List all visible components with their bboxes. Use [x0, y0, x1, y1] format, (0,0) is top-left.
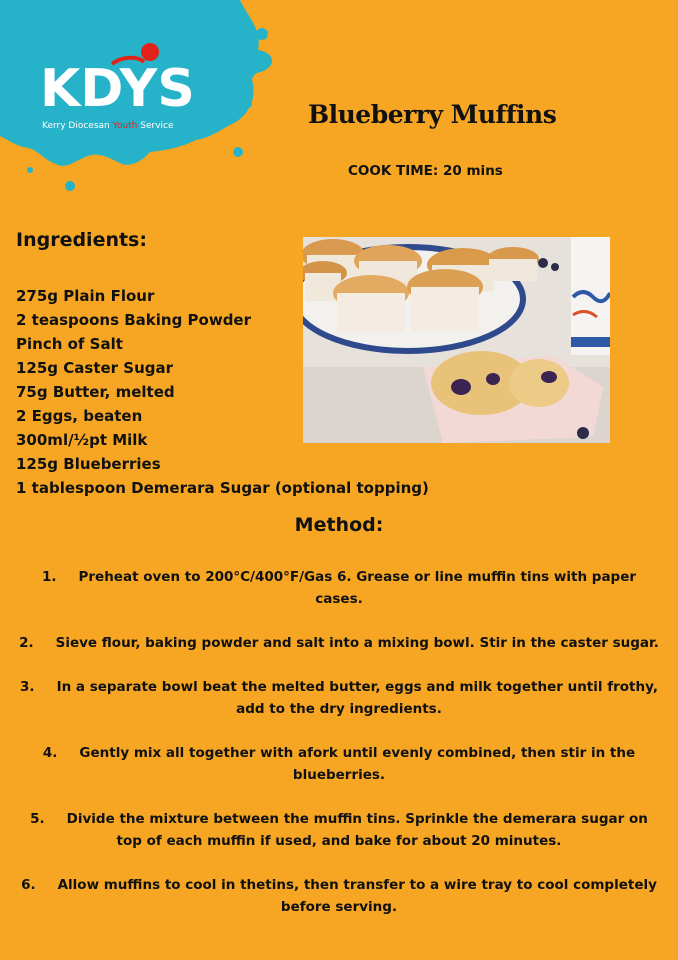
- step-number: 2.: [19, 635, 34, 651]
- step-text: In a separate bowl beat the melted butter, eggs and milk together until frothy, add to the dry ingredients.: [56, 679, 658, 717]
- step-text: Gently mix all together with afork until evenly combined, then stir in the blueberries.: [79, 745, 636, 783]
- logo-tagline-3: Service: [140, 121, 174, 131]
- method-step: [18, 808, 660, 852]
- logo-brand: KDYS: [40, 59, 195, 119]
- kdys-logo-icon: [40, 42, 210, 132]
- step-number: 3.: [20, 679, 35, 695]
- ingredient-item: 125g Blueberries: [16, 455, 161, 473]
- cook-time: COOK TIME: 20 mins: [348, 163, 503, 179]
- method-step: [18, 874, 660, 918]
- step-text: Preheat oven to 200°C/400°F/Gas 6. Grease or line muffin tins with paper cases.: [78, 569, 637, 607]
- ingredient-item: 1 tablespoon Demerara Sugar (optional topping): [16, 479, 429, 497]
- step-text: Divide the mixture between the muffin tins. Sprinkle the demerara sugar on top of each muffin if used, and bake for about 20 minutes.: [66, 811, 648, 849]
- method-step: [18, 676, 660, 720]
- ingredient-item: 275g Plain Flour: [16, 287, 155, 305]
- ingredient-item: Pinch of Salt: [16, 335, 123, 353]
- recipe-title: Blueberry Muffins: [308, 100, 557, 129]
- svg-text:Kerry Diocesan Youth: [42, 121, 174, 131]
- kdys-logo[interactable]: [40, 42, 210, 136]
- ingredient-item: 2 Eggs, beaten: [16, 407, 143, 425]
- ingredients-heading: Ingredients:: [16, 229, 147, 251]
- step-text: Allow muffins to cool in thetins, then transfer to a wire tray to cool completely before serving.: [57, 877, 657, 915]
- ingredient-item: 2 teaspoons Baking Powder: [16, 311, 252, 329]
- step-number: 6.: [21, 877, 36, 893]
- ingredient-item: 300ml/½pt Milk: [16, 431, 148, 449]
- ingredient-item: 75g Butter, melted: [16, 383, 175, 401]
- method-step: [18, 566, 660, 610]
- method-heading: Method:: [294, 514, 384, 536]
- step-text: Sieve flour, baking powder and salt into a mixing bowl. Stir in the caster sugar.: [55, 635, 659, 651]
- step-number: 1.: [41, 569, 57, 585]
- logo-tagline-1: Kerry Diocesan: [42, 121, 110, 131]
- ingredient-item: 125g Caster Sugar: [16, 359, 174, 377]
- muffins-photo: [303, 237, 610, 443]
- method-steps: [0, 566, 678, 940]
- method-step: [18, 742, 660, 786]
- method-step: [18, 632, 660, 654]
- step-number: 4.: [42, 745, 58, 761]
- step-number: 5.: [30, 811, 45, 827]
- logo-tagline-2: Youth: [112, 121, 138, 131]
